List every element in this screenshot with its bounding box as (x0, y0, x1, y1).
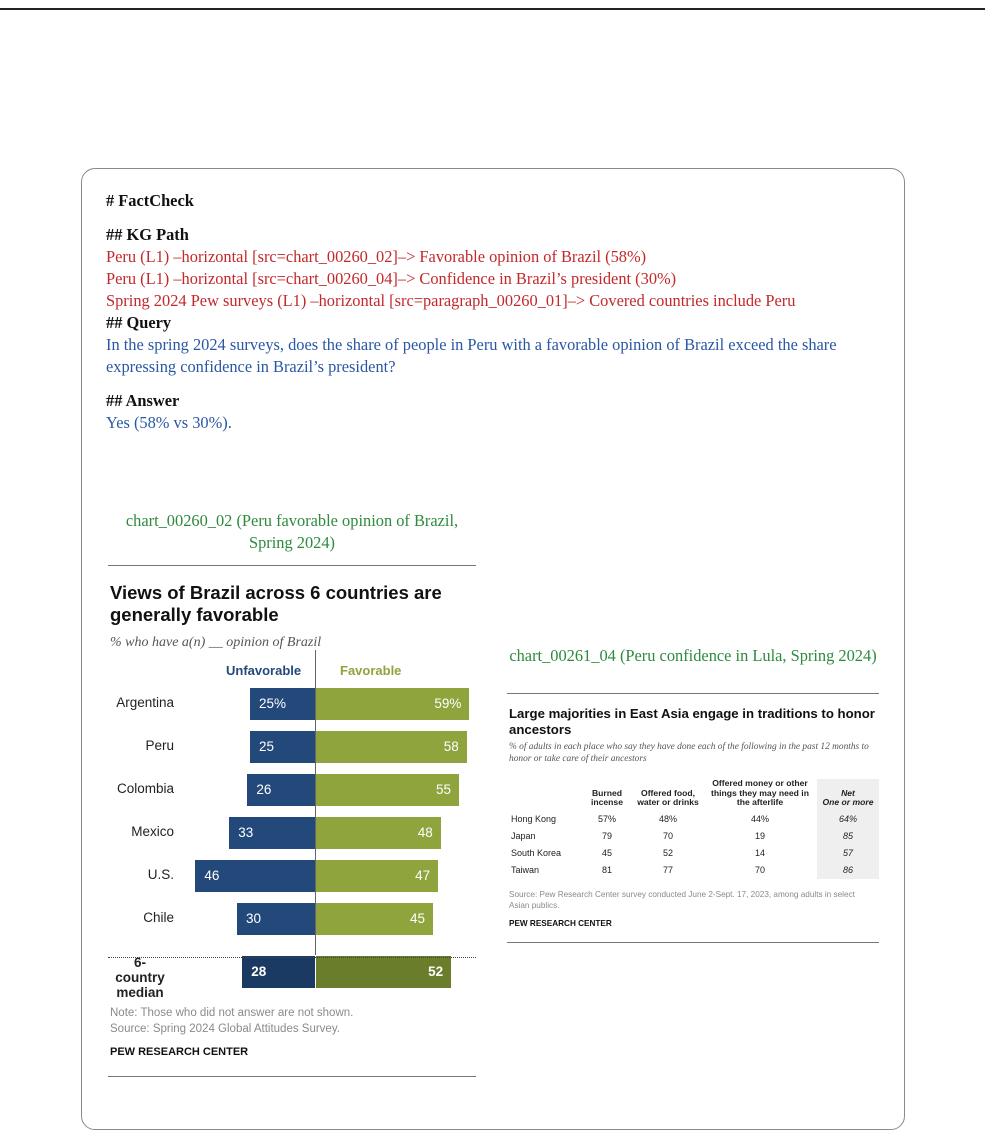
row-place: Taiwan (511, 865, 540, 875)
table-header-row (509, 779, 879, 811)
source-text: Source: Spring 2024 Global Attitudes Survey. (110, 1023, 340, 1035)
bar-unfavorable: 25% (250, 688, 315, 720)
answer-heading: ## Answer (106, 391, 180, 410)
left-chart-caption: chart_00260_02 (Peru favorable opinion of Brazil, Spring 2024) (125, 511, 459, 552)
doc-title: # FactCheck (106, 191, 194, 210)
row-place: Japan (511, 831, 536, 841)
table-cell: 81 (601, 865, 612, 875)
table-cell: 86 (817, 862, 879, 879)
ancestors-table-chart (507, 693, 879, 943)
col-header: Offered money or other things they may need in the afterlife (711, 778, 809, 807)
table-cell: 64% (817, 811, 879, 828)
table-cell: 52 (662, 848, 673, 858)
row-place: Hong Kong (511, 814, 557, 824)
kg-line: Peru (L1) –horizontal [src=chart_00260_04]–> Confidence in Brazil’s president (30%) (106, 269, 677, 288)
col-header: Burned incense (590, 787, 623, 807)
category-label: Mexico (131, 824, 174, 839)
query-text: In the spring 2024 surveys, does the share of people in Peru with a favorable opinion of Brazil exceed the share expressing confidence in Brazil’s president? (106, 335, 837, 376)
bar-unfavorable: 33 (229, 817, 315, 849)
table-bottom-rule (507, 942, 879, 943)
brazil-views-chart (108, 565, 476, 1077)
category-label: U.S. (147, 867, 174, 882)
legend-favorable: Favorable (340, 663, 402, 678)
category-label: Argentina (116, 695, 174, 710)
table-cell: 48% (658, 814, 677, 824)
net-sub: One or more (822, 797, 874, 807)
brand-label: PEW RESEARCH CENTER (110, 1046, 249, 1058)
bar-favorable: 48 (316, 817, 441, 849)
table-row (509, 828, 879, 845)
bar-favorable: 45 (316, 903, 433, 935)
table-cell: 77 (662, 865, 673, 875)
zero-axis (315, 650, 316, 955)
table-cell: 14 (754, 848, 765, 858)
col-header: Offered food, water or drinks (637, 787, 699, 807)
table-row (509, 811, 879, 828)
bar-favorable: 58 (316, 731, 467, 763)
bar-unfavorable: 28 (242, 956, 315, 988)
bar-unfavorable: 46 (195, 860, 315, 892)
category-label: Chile (143, 910, 174, 925)
col-header-net (817, 779, 879, 811)
table-body (509, 811, 879, 879)
chart-top-rule (108, 565, 476, 566)
table-title: Large majorities in East Asia engage in traditions to honor ancestors (509, 706, 875, 737)
bar-favorable: 59% (316, 688, 469, 720)
chart-note (110, 1005, 353, 1037)
bar-favorable: 47 (316, 860, 438, 892)
bar-unfavorable: 25 (250, 731, 315, 763)
kg-line: Spring 2024 Pew surveys (L1) –horizontal [src=paragraph_00260_01]–> Covered countries include Peru (106, 291, 796, 310)
note-text: Note: Those who did not answer are not shown. (110, 1007, 354, 1019)
bar-favorable: 55 (316, 774, 459, 806)
ancestors-table (509, 779, 879, 879)
net-title: Net (841, 787, 855, 798)
table-row (509, 845, 879, 862)
chart-bottom-rule (108, 1076, 476, 1077)
table-cell: 57% (597, 814, 616, 824)
legend-unfavorable: Unfavorable (226, 663, 302, 678)
table-cell: 44% (750, 814, 769, 824)
category-label: Peru (145, 738, 174, 753)
table-row (509, 862, 879, 879)
table-brand: PEW RESEARCH CENTER (509, 919, 612, 928)
query-heading: ## Query (106, 313, 172, 332)
top-rule (0, 8, 985, 10)
table-cell: 79 (601, 831, 612, 841)
table-top-rule (507, 693, 879, 694)
chart-subtitle: % who have a(n) __ opinion of Brazil (110, 635, 322, 650)
category-label: Colombia (116, 781, 174, 796)
bar-favorable: 52 (316, 956, 451, 988)
table-subtitle: % of adults in each place who say they have done each of the following in the past 12 months to honor or take care of their ancestors (509, 742, 869, 764)
table-cell: 85 (817, 828, 879, 845)
median-divider (108, 957, 476, 958)
col-header (509, 779, 581, 811)
answer-text: Yes (58% vs 30%). (106, 413, 232, 432)
kg-heading: ## KG Path (106, 225, 189, 244)
table-cell: 19 (754, 831, 765, 841)
right-chart-caption: chart_00261_04 (Peru confidence in Lula, Spring 2024) (509, 646, 877, 665)
category-label: 6-country median (115, 955, 165, 1000)
kg-line: Peru (L1) –horizontal [src=chart_00260_02]–> Favorable opinion of Brazil (58%) (106, 247, 647, 266)
factcheck-document (106, 190, 886, 434)
chart-title: Views of Brazil across 6 countries are generally favorable (110, 582, 442, 625)
bar-unfavorable: 26 (247, 774, 315, 806)
table-cell: 70 (754, 865, 765, 875)
bar-unfavorable: 30 (237, 903, 315, 935)
table-source: Source: Pew Research Center survey conducted June 2-Sept. 17, 2023, among adults in select Asian publics. (509, 890, 855, 910)
table-cell: 45 (601, 848, 612, 858)
table-cell: 70 (662, 831, 673, 841)
row-place: South Korea (511, 848, 562, 858)
table-cell: 57 (817, 845, 879, 862)
